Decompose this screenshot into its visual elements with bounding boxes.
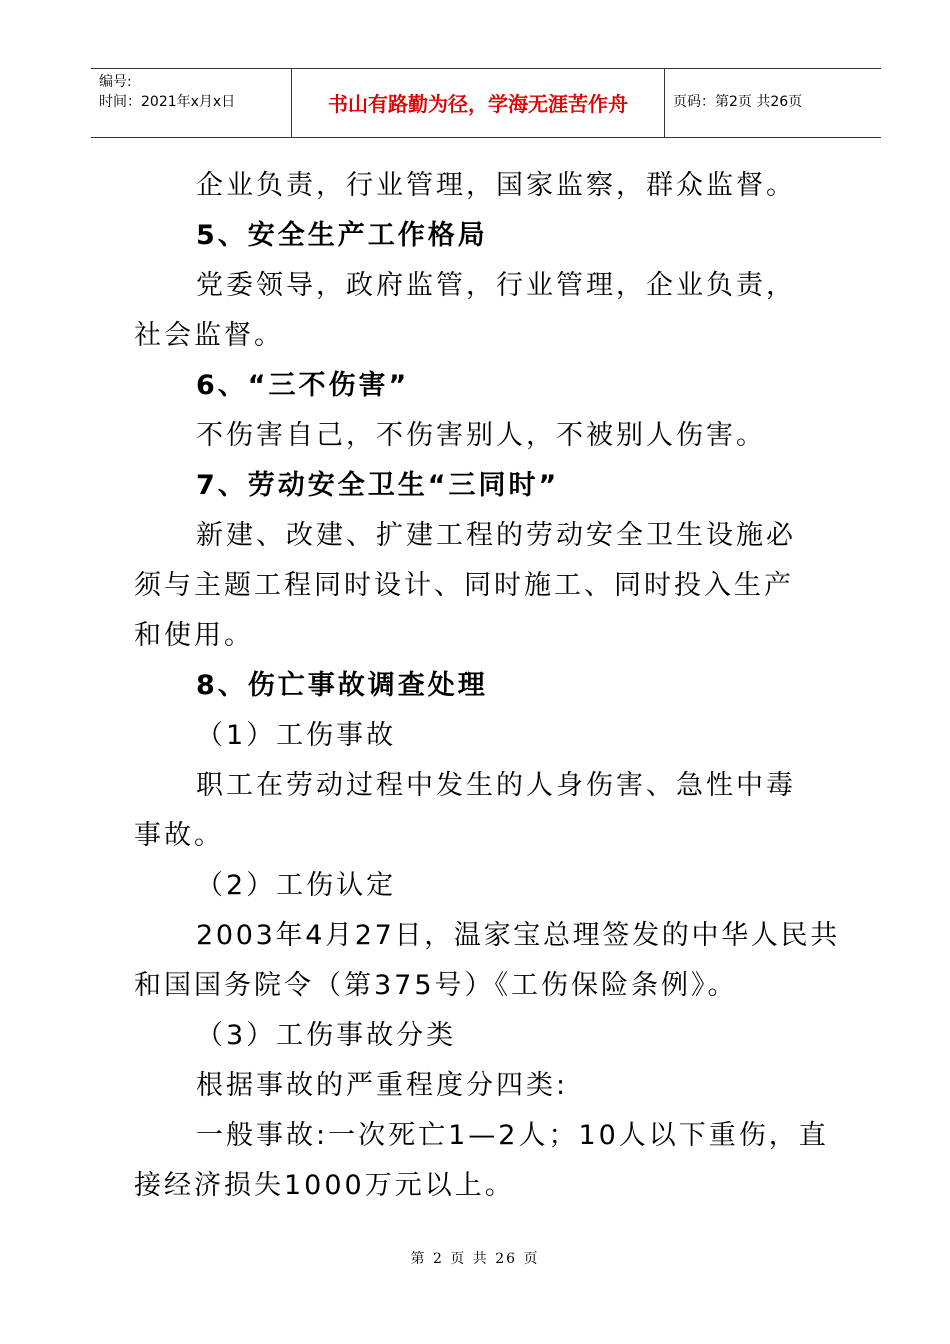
body-line: 企业负责，行业管理，国家监察，群众监督。 xyxy=(196,170,796,201)
body-line: 不伤害自己，不伤害别人，不被别人伤害。 xyxy=(196,420,766,451)
section-heading-6: 6、“三不伤害” xyxy=(196,370,410,401)
motto-text: 书山有路勤为径，学海无涯苦作舟 xyxy=(328,92,628,116)
body-line: 须与主题工程同时设计、同时施工、同时投入生产 xyxy=(134,570,794,601)
body-line: 一般事故:一次死亡1—2人；10人以下重伤，直 xyxy=(196,1120,829,1151)
subsection-heading-2: （2）工伤认定 xyxy=(196,870,397,901)
serial-number-label: 编号: xyxy=(99,74,132,90)
section-heading-7: 7、劳动安全卫生“三同时” xyxy=(196,470,560,501)
body-line: 2003年4月27日，温家宝总理签发的中华人民共 xyxy=(196,920,840,951)
header-page-cell xyxy=(665,69,881,137)
body-line: 和国国务院令（第375号）《工伤保险条例》。 xyxy=(134,970,738,1001)
body-line: 根据事故的严重程度分四类: xyxy=(196,1070,569,1101)
subsection-heading-3: （3）工伤事故分类 xyxy=(196,1020,457,1051)
body-line: 职工在劳动过程中发生的人身伤害、急性中毒 xyxy=(196,770,796,801)
body-line: 事故。 xyxy=(134,820,224,851)
body-line: 和使用。 xyxy=(134,620,254,651)
page-info: 页码：第2页 共26页 xyxy=(673,94,803,110)
body-line: 党委领导，政府监管，行业管理，企业负责， xyxy=(196,270,796,301)
page-footer: 第 2 页 共 26 页 xyxy=(410,1251,540,1267)
header-meta-cell xyxy=(91,69,292,137)
header-motto-cell xyxy=(292,69,665,137)
section-heading-8: 8、伤亡事故调查处理 xyxy=(196,670,488,701)
subsection-heading-1: （1）工伤事故 xyxy=(196,720,397,751)
body-line: 社会监督。 xyxy=(134,320,284,351)
page-header xyxy=(91,68,881,138)
time-label: 时间：2021年x月x日 xyxy=(99,94,236,110)
body-line: 接经济损失1000万元以上。 xyxy=(134,1170,515,1201)
section-heading-5: 5、安全生产工作格局 xyxy=(196,220,488,251)
body-line: 新建、改建、扩建工程的劳动安全卫生设施必 xyxy=(196,520,796,551)
